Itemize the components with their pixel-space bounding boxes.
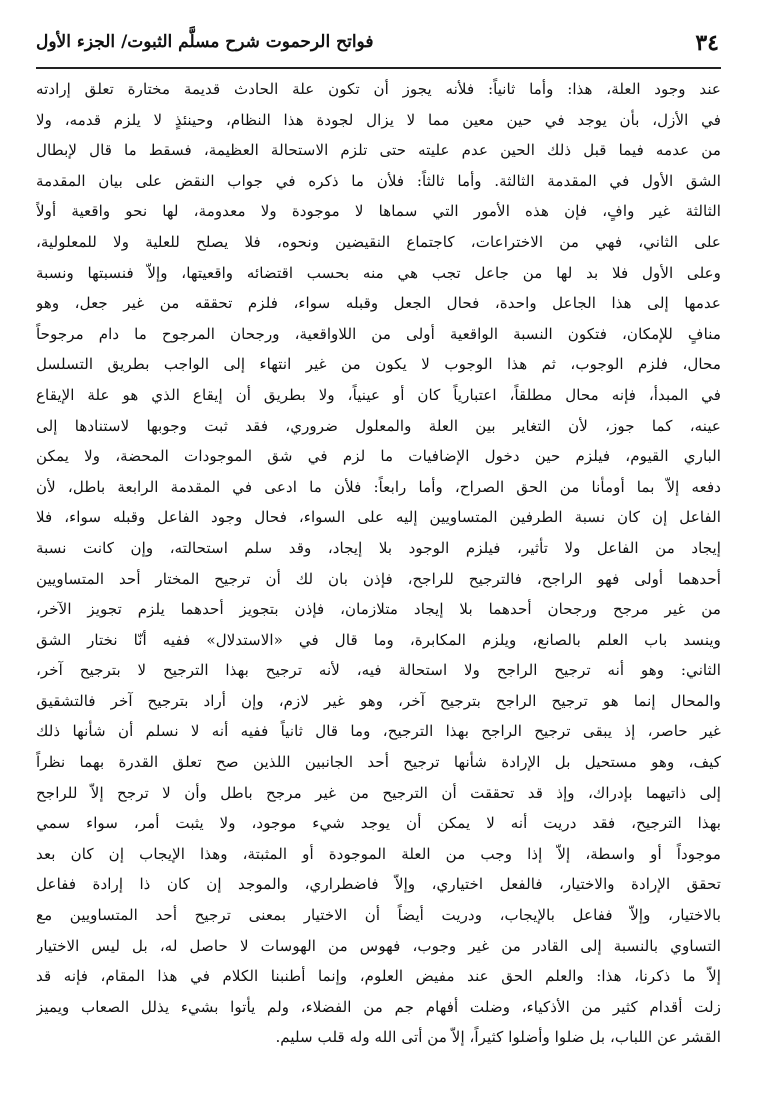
- text-line: إلاّ ما ذكرنا، هذا: والعلم الحق عند مفيض العلوم، وإنما أطنبنا الكلام في هذا المقام، فإنه قد: [36, 967, 721, 986]
- text-line: عدمها إلى هذا الجاعل واحدة، فحال الجعل وقبله سواء، فلزم تحققه من غير جعل، وهو: [36, 294, 721, 313]
- text-line: منافٍ للإمكان، فتكون النسبة الواقعية أولى من اللاواقعية، ورجحان المرجوح ما دام مرجوحاً: [36, 324, 721, 343]
- text-line: التساوي بالنسبة إلى القادر من غير وجوب، فهوس من الهوسات لا حاصل له، بل ليس الاختيار: [36, 936, 721, 955]
- text-line: إلى ذاتيهما بإدراك، وإذ قد تحققت أن الترجيح من غير مرجح باطل وأن لا ترجح إلاّ للراجح: [36, 783, 721, 802]
- text-line: من عدمه فيما قبل ذلك الحين عدم عليته حتى تلزم الاستحالة العظيمة، فسقط ما قال لإبطال: [36, 141, 721, 160]
- text-line: محال، فلزم الوجوب، ثم هذا الوجوب لا يكون من غير انتهاء إلى الواجب بطريق التسلسل: [36, 355, 721, 374]
- text-line: الثالثة غير وافٍ، فإن هذه الأمور التي سماها لا موجودة ولا معدومة، لها نحو واقعية أولاً: [36, 202, 721, 221]
- text-line: أحدهما أولى فهو الراجح، فالترجيح للراجح، فإذن بان لك أن ترجيح المختار أحد المتساويين: [36, 569, 721, 588]
- text-line: الثاني: وهو أنه ترجيح الراجح ولا استحالة فيه، لأنه ترجيح بهذا الترجيح لا بترجيح آخر،: [36, 661, 721, 680]
- body-text: [36, 74, 721, 1053]
- text-line: وعلى الأول فلا بد لها من جاعل تجب هي منه بحسب اقتضائه واقعيتها، وإلاّ فنسبتها ونسبة: [36, 263, 721, 282]
- text-line: الفاعل إن كان نسبة الطرفين المتساويين إليه على السواء، فحال وجود الفاعل وقبله سواء، فلا: [36, 508, 721, 527]
- running-title: فواتح الرحموت شرح مسلَّم الثبوت/ الجزء الأول: [36, 32, 374, 52]
- text-line: وينسد باب العلم بالصانع، ويلزم المكابرة، وما قال في «الاستدلال» ففيه أنّا نختار الشق: [36, 630, 721, 649]
- text-line: زلت أقدام كثير من الأذكياء، وضلت أفهام جم من الفضلاء، ولم يأتوا بشيء يذلل الصعاب ويميز: [36, 997, 721, 1016]
- text-line: دفعه إلاّ بما أومأنا من الحق الصراح، وأما رابعاً: فلأن ما ادعى في المقدمة الرابعة باطل، لأن: [36, 477, 721, 496]
- text-line: الباري القيوم، فيلزم حين دخول الإضافيات ما لزم في شق الموجودات المحضة، ولا يمكن: [36, 447, 721, 466]
- text-line: كيف، وهو مستحيل بل الإرادة شأنها ترجيح أحد الجانبين اللذين صح تعلق القدرة بهما نظراً: [36, 753, 721, 772]
- text-line: تحقق الإرادة والاختيار، فالفعل اختياري، وإلاّ فاضطراري، والموجد إن كان ذا إرادة ففاعل: [36, 875, 721, 894]
- page-header: [36, 26, 721, 64]
- text-line: من غير مرجح ورجحان أحدهما بلا إيجاد متلازمان، فإذن بتجويز أحدهما يلزم تجويز الآخر،: [36, 600, 721, 619]
- header-divider: [36, 67, 721, 69]
- text-line: الشق الأول في المقدمة الثالثة. وأما ثالثاً: فلأن ما ذكره في جواب النقض على بيان المقدمة: [36, 171, 721, 190]
- text-line: عينه، كما جوز، لأن التغاير بين العلة والمعلول ضروري، فقد ثبت وجوبها لاستنادها إلى: [36, 416, 721, 435]
- text-line: والمحال إنما هو ترجيح الراجح بترجيح آخر، وهو غير لازم، وإن أراد بترجيح آخر فالتشقيق: [36, 691, 721, 710]
- text-line: على الثاني، فهي من الاختراعات، كاجتماع النقيضين ونحوه، فلا يصلح للعلية ولا للمعلولية،: [36, 232, 721, 251]
- text-line: في الأزل، بأن يوجد في حين معين مما لا يزال لجودة هذا النظام، وحينئذٍ لا يلزم قدمه، ولا: [36, 110, 721, 129]
- page-number: ٣٤: [695, 30, 719, 56]
- text-line: بالاختيار، وإلاّ ففاعل بالإيجاب، ودريت أيضاً أن الاختيار بمعنى ترجيح أحد المتساويين مع: [36, 906, 721, 925]
- text-line: بهذا الترجيح، فقد دريت أنه لا يمكن أن يوجد شيء موجود، ولا يثبت أمر، سواء سمي: [36, 814, 721, 833]
- text-line: القشر عن اللباب، بل ضلوا وأضلوا كثيراً، إلاّ من أتى الله وله قلب سليم.: [275, 1028, 721, 1047]
- text-line: موجوداً أو واسطة، إلاّ إذا وجب من العلة الموجودة أو المثبتة، وهذا الإيجاب إن كان بعد: [36, 844, 721, 863]
- text-line: إيجاد من الفاعل ولا تأثير، فيلزم الوجود بلا إيجاد، وقد سلم استحالته، وإن كانت نسبة: [36, 538, 721, 557]
- text-line: غير حاصر، إذ يبقى ترجيح الراجح بهذا الترجيح، وما قال ثانياً ففيه أنه لا نسلم أن شأنها ذلك: [36, 722, 721, 741]
- text-line: عند وجود العلة، هذا: وأما ثانياً: فلأنه يجوز أن تكون علة الحادث قديمة مختارة تعلق إرادته: [36, 80, 721, 98]
- text-line: في المبدأ، فإنه محال مطلقاً، اعتبارياً كان أو عينياً، ولا بطريق أن إيقاع الذي هو علة الإيقاع: [36, 385, 721, 404]
